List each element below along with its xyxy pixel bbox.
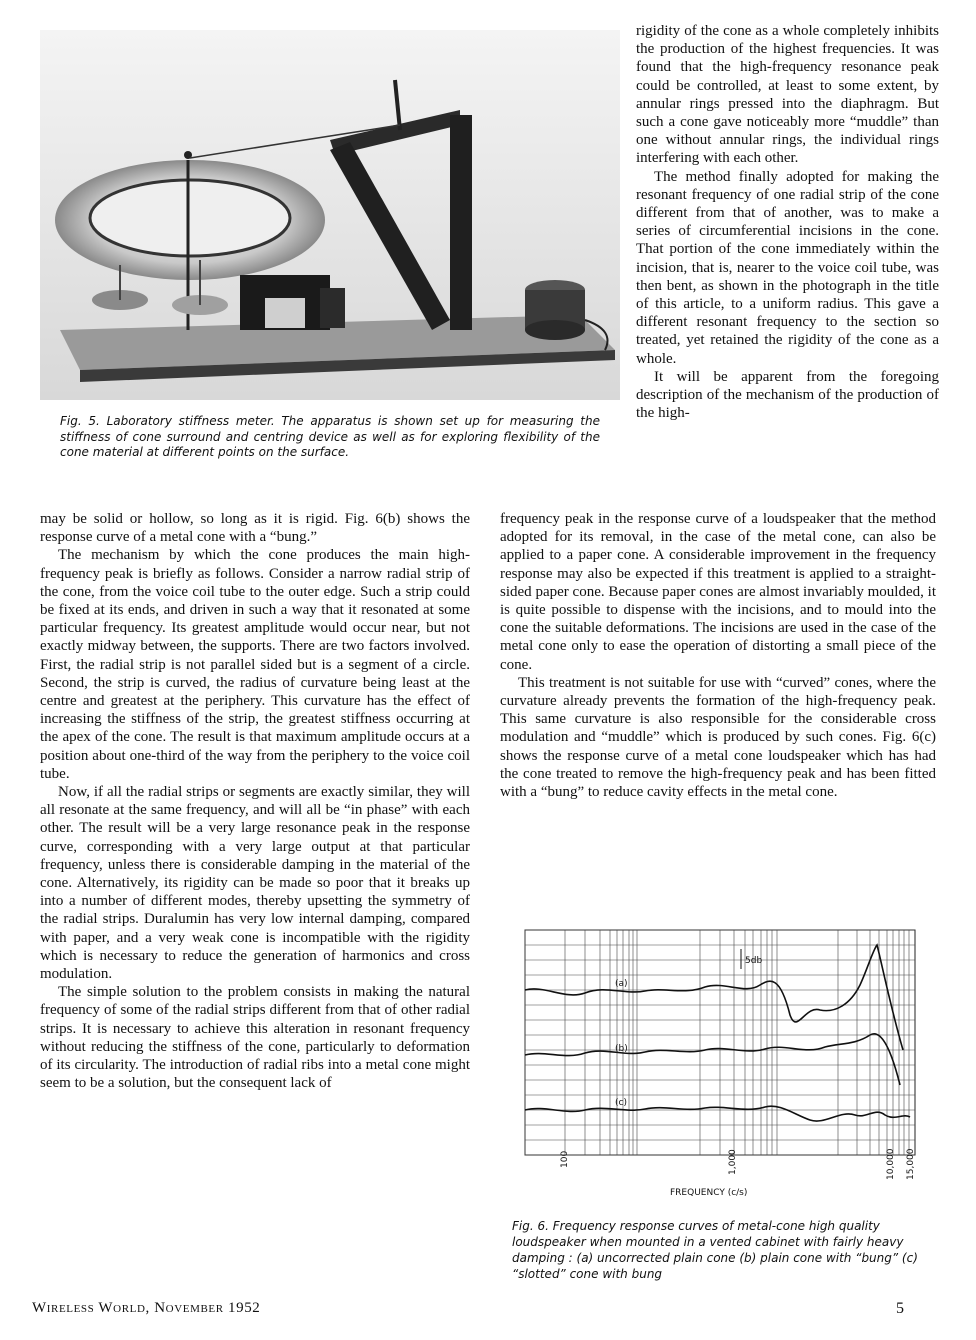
tick-label-10000: 10,000 (886, 1148, 896, 1180)
figure-5-photo (40, 30, 620, 400)
tick-label-1000: 1,000 (728, 1149, 738, 1175)
figure-5-caption: Fig. 5. Laboratory stiffness meter. The apparatus is shown set up for measuring the stiffness of cone surround and centring device as well as for exploring flexibility of the cone material at different points on the surface. (60, 414, 600, 459)
paragraph: frequency peak in the response curve of a loudspeaker that the method adopted for its removal, in the case of the metal cone, can also be applied to a paper cone. A considerable improvement in the frequency response may also be expected if this treatment is applied to a straight-sided paper cone. Because paper cones are almost invariably moulded, it is quite possible to dispense with the incisions, and to mould into the cone the suitable deformations. The incisions are used in the case of the metal cone only to ease the operation of distorting a small piece of the cone. (500, 511, 936, 673)
curve-b-label: (b) (615, 1044, 628, 1054)
paragraph: The mechanism by which the cone produces the main high-frequency peak is briefly as follows. Consider a narrow radial strip of the cone, from the voice coil tube to the outer edge. Such a strip could be fixed at its ends, and driven in such a way that it resonated at some particular frequency. Its greatest amplitude would occur near, but not exactly midway between, the supports. There are two factors involved. First, the radial strip is not parallel sided but is a segment of a circle. Second, the strip is curved, the radius of curvature being least at the centre and greatest at the periphery. This curvature has the effect of increasing the stiffness of the strip, the greatest stiffness occurring at the apex of the cone. The result is that maximum amplitude occurs at a position about one-third of the way from the periphery to the voice coil tube. (40, 547, 470, 782)
tick-label-15000: 15,000 (906, 1148, 916, 1180)
tick-label-100: 100 (560, 1150, 570, 1168)
paragraph: rigidity of the cone as a whole completely inhibits the production of the highest frequencies. It was found that the high-frequency resonance peak could be controlled, at least to some extent, by annular rings pressed into the diaphragm. But such a cone gave noticeably more “muddle” than one without annular rings, the individual rings interfering with each other. (636, 23, 939, 167)
frequency-response-chart (505, 925, 925, 1205)
text-column-top-right (636, 22, 939, 422)
paragraph: Now, if all the radial strips or segments are exactly similar, they will all resonate at the same frequency, and will all be “in phase” with each other. The result will be a very large resonance peak in the response curve, corresponding with a very large output at that particular frequency, unless there is considerable damping in the material of the cone. Alternatively, its rigidity can be made so poor that it breaks up into a number of different modes, thereby upsetting the symmetry of the radial strips. Duralumin has very low internal damping, compared with paper, and a very weak cone is incompatible with the rigidity which is necessary to reduce the generation of harmonics and cross modulation. (40, 784, 470, 983)
x-axis-label: FREQUENCY (c/s) (670, 1188, 748, 1198)
paragraph: The simple solution to the problem consists in making the natural frequency of some of the radial strips different from that of other radial strips. It is necessary to achieve this alteration in resonant frequency without reducing the stiffness of the cone, particularly to deformation of its circularity. The introduction of radial ribs into a metal cone might seem to be a solution, but the consequent lack of (40, 984, 470, 1092)
paragraph: The method finally adopted for making the resonant frequency of one radial strip of the cone different from that of another, was to make a series of circumferential incisions in the cone. That portion of the cone immediately within the incision, that is, nearer to the voice coil tube, was then bent, as shown in the photograph in the title of this article, to a uniform radius. This gave a different resonant frequency to the section so treated, yet retained the rigidity of the cone as a whole. (636, 168, 939, 367)
curve-a-label: (a) (615, 979, 628, 989)
page-number: 5 (896, 1300, 904, 1317)
text-column-right (500, 510, 936, 801)
scale-label: 5db (745, 956, 763, 966)
stiffness-meter-illustration (40, 30, 620, 400)
paragraph: may be solid or hollow, so long as it is rigid. Fig. 6(b) shows the response curve of a metal cone with a “bung.” (40, 511, 470, 546)
paragraph: This treatment is not suitable for use with “curved” cones, where the curvature already prevents the formation of the high-frequency peak. This same curvature is also responsible for the considerable cross modulation and “muddle” which is produced by such cones. Fig. 6(c) shows the response curve of a metal cone loudspeaker which has had the cone treated to remove the high-frequency peak and has been fitted with a “bung” to reduce cavity effects in the metal cone. (500, 674, 936, 801)
figure-6-caption: Fig. 6. Frequency response curves of metal-cone high quality loudspeaker when mounted in a vented cabinet with fairly heavy damping : (a) uncorrected plain cone (b) plain cone with “bung” (c) “slotted” cone with bung (512, 1219, 918, 1281)
curve-c-label: (c) (615, 1098, 627, 1108)
figure-6-response-graph (505, 925, 925, 1205)
journal-footer: Wireless World, November 1952 (32, 1300, 261, 1316)
text-column-left (40, 510, 470, 1093)
paragraph: It will be apparent from the foregoing description of the mechanism of the production of the high- (636, 368, 939, 422)
